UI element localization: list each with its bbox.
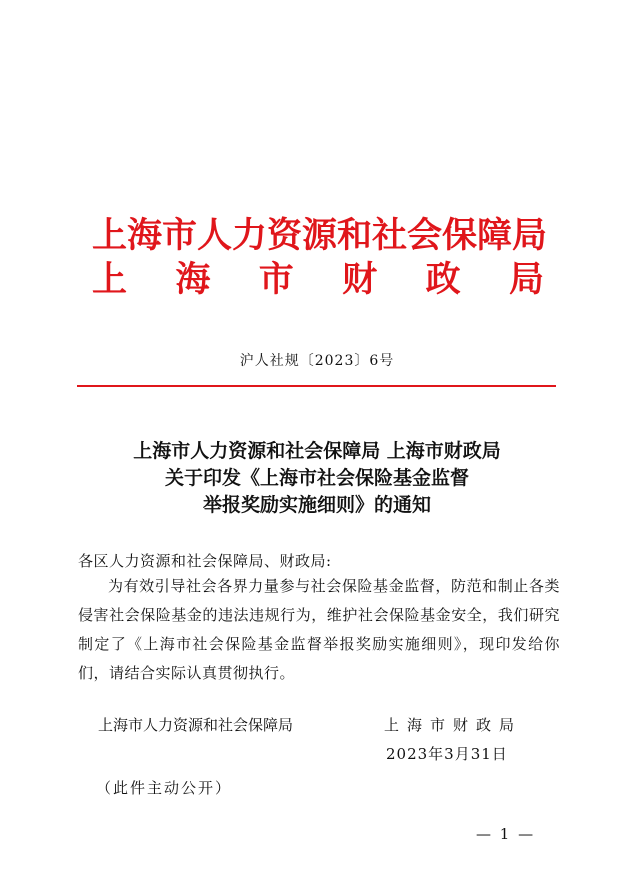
title-line-3: 举报奖励实施细则》的通知 [202, 494, 431, 516]
red-divider-line [77, 385, 556, 387]
title-line-1: 上海市人力资源和社会保障局 上海市财政局 [133, 440, 501, 462]
org2-char: 局 [508, 259, 544, 300]
issuing-org-title-2 [92, 258, 544, 302]
org2-char: 市 [258, 259, 294, 300]
public-disclosure-note: （此件主动公开） [96, 779, 233, 797]
issuing-org-title-1: 上海市人力资源和社会保障局 [92, 215, 548, 256]
signature-org-1: 上海市人力资源和社会保障局 [98, 716, 294, 734]
issue-date: 2023年3月31日 [386, 745, 508, 763]
signature-org-2: 上海市财政局 [383, 716, 522, 734]
page-number: — 1 — [476, 825, 536, 843]
signature-orgs [98, 713, 528, 737]
org2-char: 政 [425, 259, 461, 300]
org2-char: 海 [175, 259, 211, 300]
body-paragraph: 为有效引导社会各界力量参与社会保险基金监督，防范和制止各类侵害社会保险基金的违法违规行为，维护社会保险基金安全，我们研究制定了《上海市社会保险基金监督举报奖励实施细则》，现印发给你们，请结合实际认真贯彻执行。 [78, 577, 560, 682]
document-number: 沪人社规〔2023〕6号 [239, 353, 395, 369]
document-title [0, 438, 634, 519]
salutation: 各区人力资源和社会保障局、财政局: [78, 552, 332, 570]
title-line-2: 关于印发《上海市社会保险基金监督 [164, 467, 469, 489]
org2-char: 财 [342, 259, 378, 300]
org2-char: 上 [92, 259, 128, 300]
